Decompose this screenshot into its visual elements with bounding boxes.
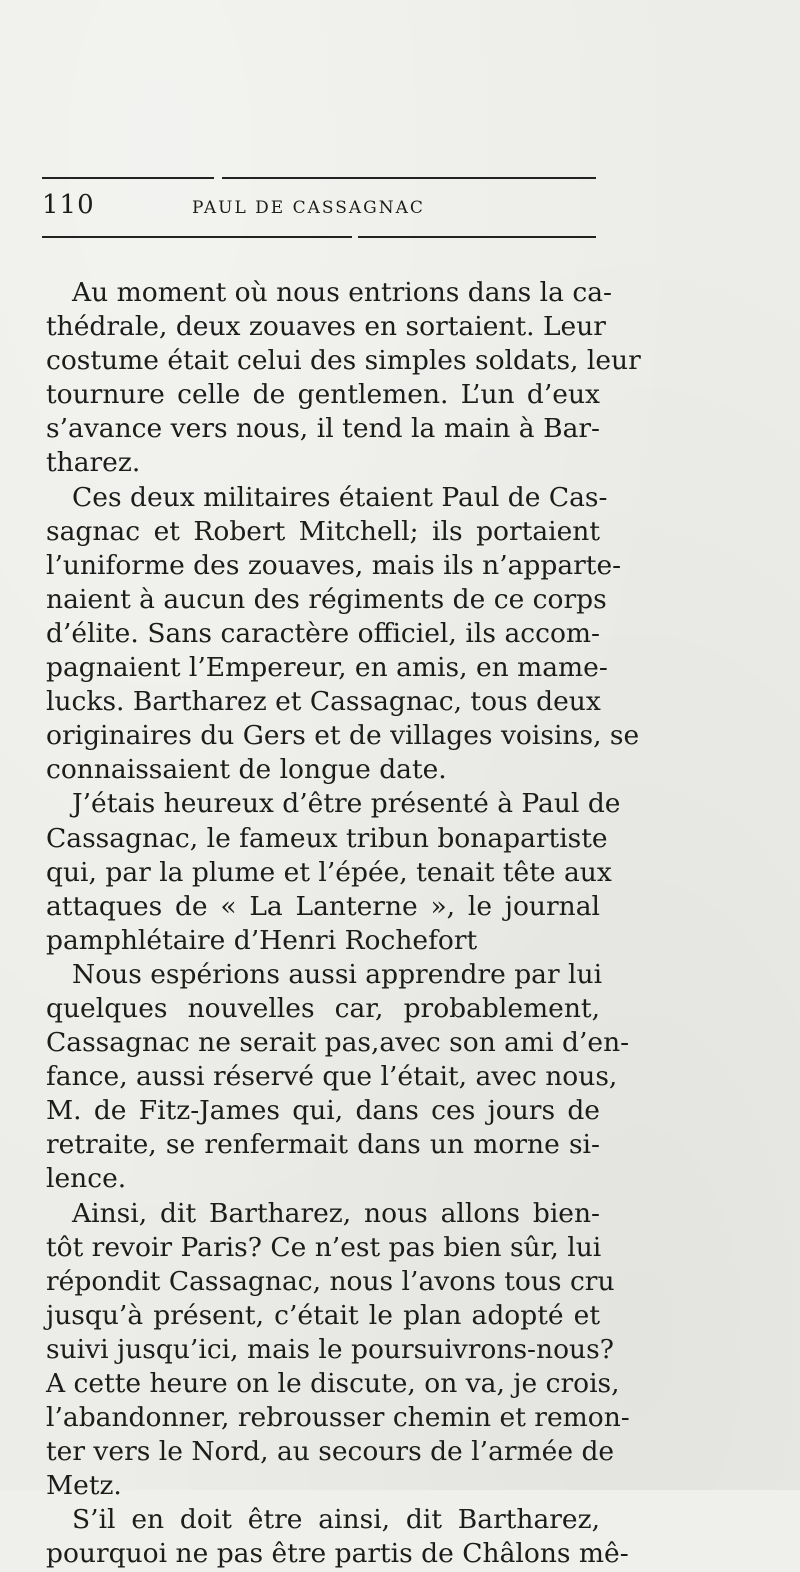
header-rule-top-right xyxy=(222,177,596,179)
running-head: PAUL DE CASSAGNAC xyxy=(192,198,425,218)
header-rule-bottom-left xyxy=(42,236,352,238)
text-line: M. de Fitz-James qui, dans ces jours de xyxy=(46,1095,600,1127)
body-text xyxy=(46,276,641,1572)
text-line: costume était celui des simples soldats, leur xyxy=(46,345,641,377)
text-line: thédrale, deux zouaves en sortaient. Leur xyxy=(46,311,606,343)
text-line: tharez. xyxy=(46,447,141,479)
text-line: sagnac et Robert Mitchell; ils portaient xyxy=(46,515,600,547)
header-rule-bottom-right xyxy=(358,236,596,238)
text-line: répondit Cassagnac, nous l’avons tous cru xyxy=(46,1265,615,1297)
text-line: Metz. xyxy=(46,1470,122,1502)
text-line: fance, aussi réservé que l’était, avec nous, xyxy=(46,1061,618,1093)
text-line: connaissaient de longue date. xyxy=(46,754,447,786)
text-line: d’élite. Sans caractère officiel, ils accom- xyxy=(46,617,600,649)
paragraph xyxy=(46,276,641,481)
text-line: lence. xyxy=(46,1163,127,1195)
text-line: quelques nouvelles car, probablement, xyxy=(46,992,600,1024)
text-line: tôt revoir Paris? Ce n’est pas bien sûr, lui xyxy=(46,1231,602,1263)
page-header xyxy=(42,190,596,226)
text-line: ter vers le Nord, au secours de l’armée de xyxy=(46,1436,615,1468)
text-line: Au moment où nous entrions dans la ca- xyxy=(72,277,612,308)
text-line: tournure celle de gentlemen. L’un d’eux xyxy=(46,379,600,411)
paragraph xyxy=(46,481,640,788)
text-line: Cassagnac, le fameux tribun bonapartiste xyxy=(46,822,608,854)
text-line: A cette heure on le discute, on va, je crois, xyxy=(46,1368,620,1399)
text-line: s’avance vers nous, il tend la main à Bar- xyxy=(46,413,600,445)
page-number: 110 xyxy=(42,190,95,220)
text-line: Cassagnac ne serait pas,avec son ami d’en- xyxy=(46,1027,630,1059)
text-line: jusqu’à présent, c’était le plan adopté et xyxy=(46,1299,600,1331)
header-rule-top-left xyxy=(42,177,214,179)
paragraph xyxy=(46,1197,630,1504)
text-line: l’abandonner, rebrousser chemin et remon- xyxy=(46,1402,630,1434)
text-line: pamphlétaire d’Henri Rochefort xyxy=(46,924,478,956)
paragraph xyxy=(46,1503,629,1571)
text-line: Ces deux militaires étaient Paul de Cas- xyxy=(72,481,608,513)
text-line: attaques de « La Lanterne », le journal xyxy=(46,890,600,922)
text-line: suivi jusqu’ici, mais le poursuivrons-nous? xyxy=(46,1333,614,1365)
paragraph xyxy=(46,787,621,957)
text-line: pagnaient l’Empereur, en amis, en mame- xyxy=(46,652,608,684)
text-line: l’uniforme des zouaves, mais ils n’apparte- xyxy=(46,549,622,581)
text-line: qui, par la plume et l’épée, tenait tête aux xyxy=(46,856,612,888)
text-line: J’étais heureux d’être présenté à Paul de xyxy=(72,788,621,820)
text-line: retraite, se renfermait dans un morne si- xyxy=(46,1129,600,1161)
text-line: S’il en doit être ainsi, dit Bartharez, xyxy=(72,1504,600,1536)
text-line: Ainsi, dit Bartharez, nous allons bien- xyxy=(72,1197,600,1229)
text-line: naient à aucun des régiments de ce corps xyxy=(46,583,607,615)
text-line: pourquoi ne pas être partis de Châlons mê- xyxy=(46,1538,629,1570)
paragraph xyxy=(46,958,630,1197)
text-line: Nous espérions aussi apprendre par lui xyxy=(72,958,603,990)
text-line: originaires du Gers et de villages voisins, se xyxy=(46,720,640,752)
text-line: lucks. Bartharez et Cassagnac, tous deux xyxy=(46,686,601,718)
